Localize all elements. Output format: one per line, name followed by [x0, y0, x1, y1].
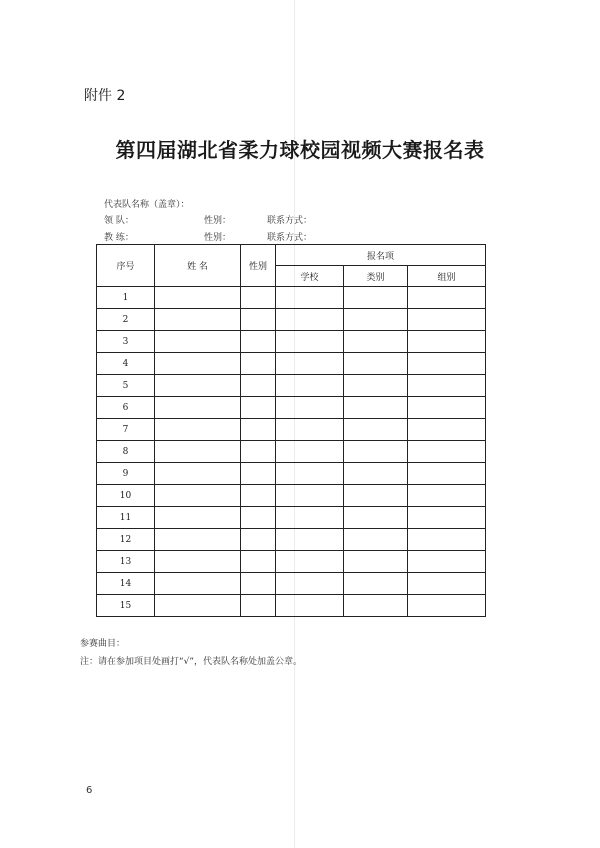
row-number: 6	[97, 397, 155, 419]
empty-cell	[344, 287, 408, 309]
row-number: 14	[97, 573, 155, 595]
empty-cell	[276, 507, 344, 529]
empty-cell	[276, 353, 344, 375]
table-row	[97, 551, 486, 573]
empty-cell	[241, 507, 276, 529]
empty-cell	[344, 485, 408, 507]
empty-cell	[155, 375, 241, 397]
empty-cell	[344, 507, 408, 529]
empty-cell	[408, 507, 486, 529]
row-number: 3	[97, 331, 155, 353]
row-number: 11	[97, 507, 155, 529]
table-row	[97, 595, 486, 617]
empty-cell	[276, 595, 344, 617]
empty-cell	[155, 507, 241, 529]
empty-cell	[344, 397, 408, 419]
empty-cell	[408, 309, 486, 331]
empty-cell	[241, 353, 276, 375]
empty-cell	[408, 375, 486, 397]
coach-label: 教 练：	[104, 233, 134, 243]
empty-cell	[408, 573, 486, 595]
empty-cell	[155, 419, 241, 441]
table-row	[97, 573, 486, 595]
empty-cell	[408, 529, 486, 551]
empty-cell	[276, 287, 344, 309]
empty-cell	[241, 375, 276, 397]
empty-cell	[344, 441, 408, 463]
empty-cell	[155, 463, 241, 485]
row-number: 13	[97, 551, 155, 573]
row-number: 5	[97, 375, 155, 397]
empty-cell	[408, 287, 486, 309]
header-category: 类别	[344, 266, 408, 287]
empty-cell	[344, 353, 408, 375]
row-number: 2	[97, 309, 155, 331]
empty-cell	[155, 595, 241, 617]
attachment-label: 附件 2	[84, 88, 126, 104]
empty-cell	[155, 529, 241, 551]
empty-cell	[155, 287, 241, 309]
empty-cell	[276, 529, 344, 551]
registration-table	[96, 244, 486, 617]
table-row	[97, 397, 486, 419]
empty-cell	[344, 595, 408, 617]
empty-cell	[241, 573, 276, 595]
empty-cell	[276, 463, 344, 485]
empty-cell	[155, 551, 241, 573]
team-name-label: 代表队名称（盖章）：	[104, 200, 190, 210]
table-row	[97, 441, 486, 463]
empty-cell	[408, 595, 486, 617]
empty-cell	[276, 331, 344, 353]
header-gender: 性别	[241, 245, 276, 287]
empty-cell	[408, 441, 486, 463]
table-row	[97, 463, 486, 485]
empty-cell	[241, 441, 276, 463]
empty-cell	[344, 573, 408, 595]
empty-cell	[155, 485, 241, 507]
empty-cell	[241, 331, 276, 353]
coach-contact-label: 联系方式：	[267, 233, 313, 243]
empty-cell	[344, 309, 408, 331]
empty-cell	[241, 287, 276, 309]
row-number: 10	[97, 485, 155, 507]
empty-cell	[241, 309, 276, 331]
table-row	[97, 309, 486, 331]
row-number: 1	[97, 287, 155, 309]
header-number: 序号	[97, 245, 155, 287]
table-row	[97, 287, 486, 309]
empty-cell	[408, 485, 486, 507]
coach-gender-label: 性别：	[204, 233, 232, 243]
empty-cell	[408, 419, 486, 441]
row-number: 12	[97, 529, 155, 551]
header-group: 组别	[408, 266, 486, 287]
table-row	[97, 507, 486, 529]
empty-cell	[344, 529, 408, 551]
header-school: 学校	[276, 266, 344, 287]
empty-cell	[408, 353, 486, 375]
empty-cell	[276, 375, 344, 397]
empty-cell	[408, 397, 486, 419]
empty-cell	[241, 529, 276, 551]
leader-contact-label: 联系方式：	[267, 216, 313, 226]
empty-cell	[276, 419, 344, 441]
table-row	[97, 353, 486, 375]
form-title: 第四届湖北省柔力球校园视频大赛报名表	[115, 138, 485, 162]
header-name: 姓 名	[155, 245, 241, 287]
empty-cell	[241, 595, 276, 617]
empty-cell	[276, 309, 344, 331]
empty-cell	[155, 397, 241, 419]
empty-cell	[344, 551, 408, 573]
empty-cell	[241, 419, 276, 441]
empty-cell	[241, 397, 276, 419]
table-row	[97, 485, 486, 507]
empty-cell	[344, 375, 408, 397]
empty-cell	[344, 331, 408, 353]
empty-cell	[276, 441, 344, 463]
row-number: 4	[97, 353, 155, 375]
row-number: 9	[97, 463, 155, 485]
row-number: 8	[97, 441, 155, 463]
leader-label: 领 队：	[104, 216, 134, 226]
empty-cell	[276, 397, 344, 419]
empty-cell	[408, 331, 486, 353]
leader-gender-label: 性别：	[204, 216, 232, 226]
table-row	[97, 331, 486, 353]
empty-cell	[344, 463, 408, 485]
empty-cell	[276, 573, 344, 595]
empty-cell	[276, 551, 344, 573]
row-number: 15	[97, 595, 155, 617]
row-number: 7	[97, 419, 155, 441]
table-row	[97, 419, 486, 441]
empty-cell	[276, 485, 344, 507]
header-event-group: 报名项	[276, 245, 486, 266]
empty-cell	[155, 331, 241, 353]
music-label: 参赛曲目：	[80, 639, 126, 649]
empty-cell	[155, 309, 241, 331]
footnote: 注：请在参加项目处画打“√”，代表队名称处加盖公章。	[80, 657, 303, 667]
empty-cell	[241, 485, 276, 507]
table-row	[97, 529, 486, 551]
empty-cell	[155, 573, 241, 595]
page-number: 6	[86, 785, 93, 796]
empty-cell	[155, 441, 241, 463]
empty-cell	[241, 551, 276, 573]
empty-cell	[408, 463, 486, 485]
empty-cell	[155, 353, 241, 375]
empty-cell	[344, 419, 408, 441]
empty-cell	[408, 551, 486, 573]
table-row	[97, 375, 486, 397]
empty-cell	[241, 463, 276, 485]
